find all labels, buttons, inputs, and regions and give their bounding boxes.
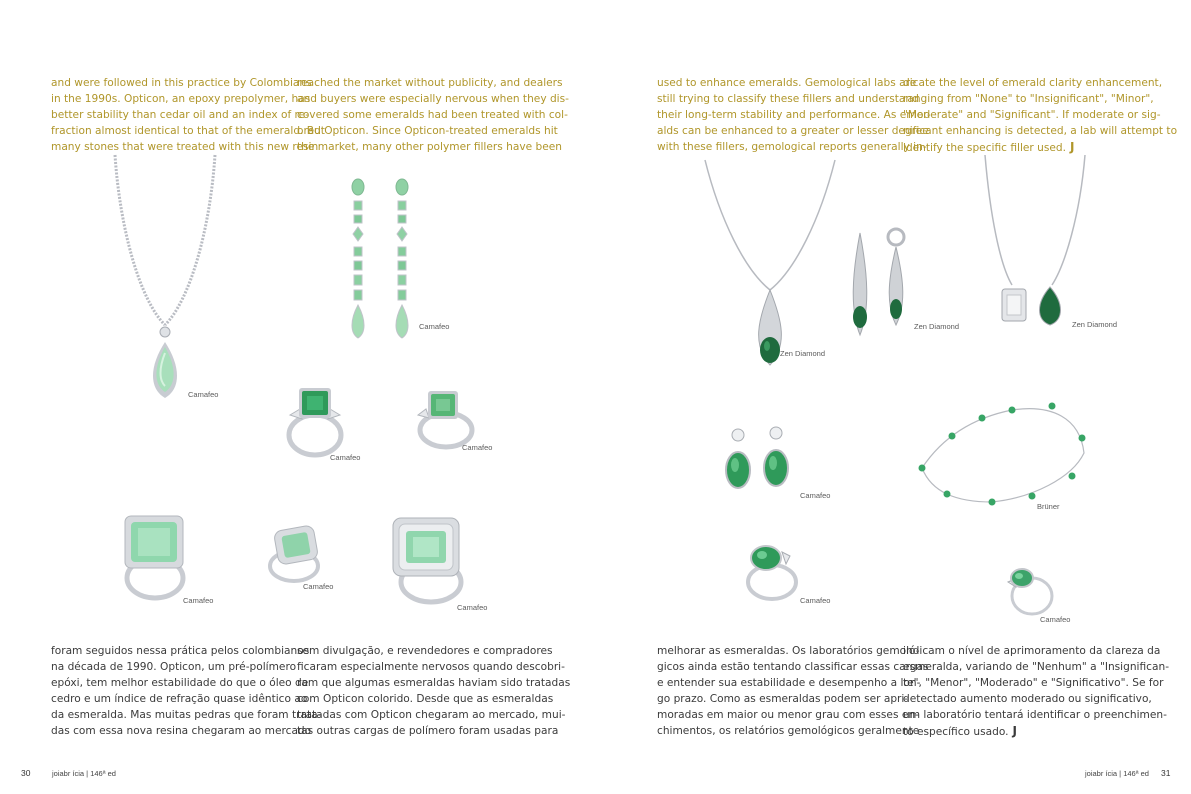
text-line: their long-term stability and performance. As emer- xyxy=(657,109,931,121)
pt-text-column-1 xyxy=(51,643,322,739)
brand-credit: Camafeo xyxy=(188,390,219,399)
text-line: better stability than cedar oil and an index of re- xyxy=(51,109,310,121)
text-line: ranging from "None" to "Insignificant", "Minor", xyxy=(903,93,1154,105)
brand-credit: Camafeo xyxy=(419,322,450,331)
text-line: and buyers were especially nervous when they dis- xyxy=(297,93,569,105)
text-line: tas outras cargas de polímero foram usadas para xyxy=(297,725,559,737)
text-line: da esmeralda. Mas muitas pedras que foram trata- xyxy=(51,709,322,721)
text-line: moradas em maior ou menor grau com esses en- xyxy=(657,709,919,721)
text-line: cedro e um índice de refração quase idêntico ao xyxy=(51,693,308,705)
footer-magazine-issue: joiabr ícia | 146ª ed xyxy=(1085,769,1149,778)
text-line: identify the specific filler used. J xyxy=(903,140,1075,154)
brand-credit: Camafeo xyxy=(303,582,334,591)
brand-credit: Camafeo xyxy=(800,596,831,605)
pt-text-column-3 xyxy=(657,643,929,739)
brand-credit: Camafeo xyxy=(462,443,493,452)
brand-credit: Camafeo xyxy=(457,603,488,612)
footer-magazine-issue: joiabr ícia | 146ª ed xyxy=(52,769,116,778)
text-line: te", "Menor", "Moderado" e "Significativo". Se for xyxy=(903,677,1164,689)
text-line: still trying to classify these fillers and understand xyxy=(657,93,919,105)
emerald-halo-ring-image xyxy=(262,522,332,587)
text-line: chimentos, os relatórios gemológicos geralmente xyxy=(657,725,920,737)
text-line: reached the market without publicity, and dealers xyxy=(297,77,563,89)
text-line: com Opticon colorido. Desde que as esmeraldas xyxy=(297,693,554,705)
en-text-column-4 xyxy=(903,75,1178,156)
text-line: tratadas com Opticon chegaram ao mercado, mui- xyxy=(297,709,566,721)
text-line: go prazo. Como as esmeraldas podem ser apri- xyxy=(657,693,909,705)
end-mark-icon: J xyxy=(1069,140,1075,154)
brand-credit: Camafeo xyxy=(330,453,361,462)
text-line: sem divulgação, e revendedores e compradores xyxy=(297,645,553,657)
text-line: melhorar as esmeraldas. Os laboratórios gemoló- xyxy=(657,645,920,657)
brand-credit: Zen Diamond xyxy=(914,322,960,331)
text-line: ficaram especialmente nervosos quando descobri- xyxy=(297,661,565,673)
emerald-cocktail-ring-image xyxy=(385,512,475,607)
emerald-drop-earrings-image xyxy=(340,175,420,345)
brand-credit: Camafeo xyxy=(800,491,831,500)
text-line: "Moderate" and "Significant". If moderate or sig- xyxy=(903,109,1161,121)
text-line: the market, many other polymer fillers have been xyxy=(297,141,562,153)
text-line: ored Opticon. Since Opticon-treated emeralds hit xyxy=(297,125,558,137)
text-line: many stones that were treated with this new resin xyxy=(51,141,319,153)
emerald-halo-ring-image xyxy=(115,510,195,605)
text-line: foram seguidos nessa prática pelos colombianos xyxy=(51,645,310,657)
end-mark-icon: J xyxy=(1012,724,1017,738)
text-line: used to enhance emeralds. Gemological labs are xyxy=(657,77,917,89)
text-line: indicam o nível de aprimoramento da clareza da xyxy=(903,645,1161,657)
emerald-teardrop-pendant-image xyxy=(700,160,840,370)
text-line: and were followed in this practice by Colombians xyxy=(51,77,312,89)
text-line: gicos ainda estão tentando classificar essas cargas xyxy=(657,661,929,673)
text-line: nificant enhancing is detected, a lab will attempt to xyxy=(903,125,1178,137)
brand-credit: Zen Diamond xyxy=(780,349,826,358)
en-text-column-3 xyxy=(657,75,931,155)
brand-credit: Camafeo xyxy=(183,596,214,605)
text-line: dicate the level of emerald clarity enhancement, xyxy=(903,77,1163,89)
emerald-ring-image xyxy=(280,380,350,460)
emerald-oval-earrings-image xyxy=(718,425,798,500)
text-line: das com essa nova resina chegaram ao mercado xyxy=(51,725,312,737)
text-line: alds can be enhanced to a greater or lesser degree xyxy=(657,125,929,137)
text-line: ram que algumas esmeraldas haviam sido tratadas xyxy=(297,677,571,689)
pt-text-column-4 xyxy=(903,643,1170,740)
emerald-station-bracelet-image xyxy=(912,398,1092,508)
text-line: to específico usado. J xyxy=(903,724,1017,738)
emerald-diamond-necklace-image xyxy=(980,155,1090,335)
emerald-pendant-necklace-image xyxy=(100,150,230,410)
text-line: um laboratório tentará identificar o preenchimen- xyxy=(903,709,1167,721)
text-line: fraction almost identical to that of the emerald. But xyxy=(51,125,325,137)
text-line: with these fillers, gemological reports generally in- xyxy=(657,141,927,153)
text-line: covered some emeralds had been treated with col- xyxy=(297,109,568,121)
brand-credit: Brüner xyxy=(1037,502,1060,511)
text-line: epóxi, tem melhor estabilidade do que o óleo de xyxy=(51,677,309,689)
text-line: esmeralda, variando de "Nenhum" a "Insignifican- xyxy=(903,661,1170,673)
en-text-column-1 xyxy=(51,75,325,155)
pt-text-column-2 xyxy=(297,643,571,739)
text-line: in the 1990s. Opticon, an epoxy prepolymer, has xyxy=(51,93,311,105)
emerald-oval-ring-image xyxy=(1000,560,1060,620)
emerald-teardrop-earrings-image xyxy=(848,225,918,345)
text-line: detectado aumento moderado ou significativo, xyxy=(903,693,1152,705)
page-number: 30 xyxy=(21,768,31,778)
text-line: e entender sua estabilidade e desempenho a lon- xyxy=(657,677,921,689)
brand-credit: Zen Diamond xyxy=(1072,320,1118,329)
page-number: 31 xyxy=(1161,768,1171,778)
brand-credit: Camafeo xyxy=(1040,615,1071,624)
en-text-column-2 xyxy=(297,75,569,155)
text-line: na década de 1990. Opticon, um pré-polímero xyxy=(51,661,297,673)
